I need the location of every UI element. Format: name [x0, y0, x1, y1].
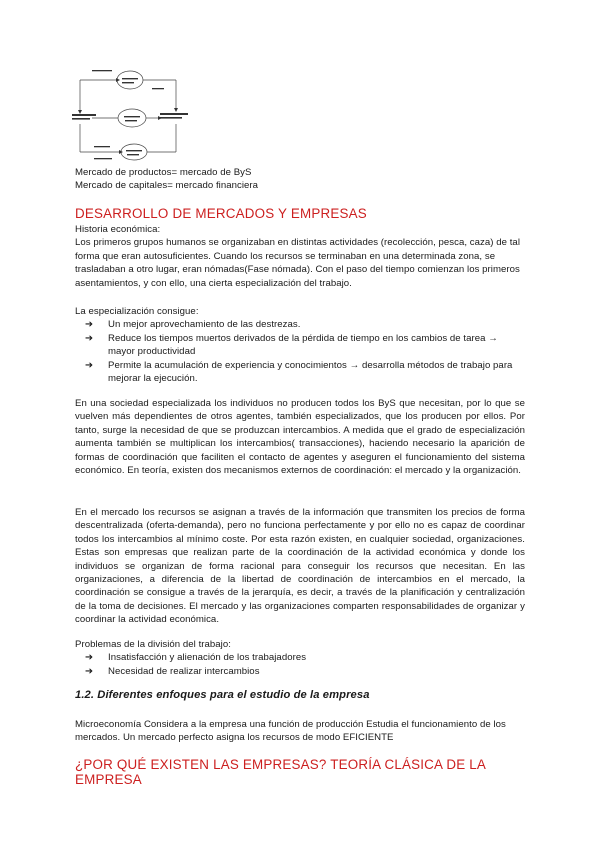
paragraph-sociedad: En una sociedad especializada los individuos no producen todos los ByS que necesitan, por lo que se vuelven más dependientes de otros agentes, también especializados, que los producen por ellos. Por tanto, surge la necesidad de que se produzcan intercambios. A medida que el grado de especialización aumenta también se multiplican los intercambios( transacciones), haciendo necesario la aparición de formas de coordinación que faciliten el contacto de agentes y aseguren el funcionamiento del sistema económico. En teoría, existen dos mecanismos externos de coordinación: el mercado y la organización. [75, 398, 525, 477]
especializacion-label: La especialización consigue: [75, 306, 199, 317]
especializacion-block [75, 305, 525, 385]
historia-block [75, 223, 525, 290]
arrow-right-icon: ➔ [85, 665, 94, 677]
section-title-porque: ¿POR QUÉ EXISTEN LAS EMPRESAS? TEORÍA CLÁSICA DE LA EMPRESA [75, 757, 486, 787]
problemas-block [75, 638, 525, 678]
enfoques-text: Microeconomía Considera a la empresa una función de producción Estudia el funcionamiento de los mercados. Un mercado perfecto asigna los recursos de modo EFICIENTE [75, 719, 506, 744]
arrow-right-icon: ➔ [85, 652, 94, 664]
arrow-right-icon: ➔ [85, 332, 94, 344]
circular-flow-diagram [72, 68, 212, 163]
list-item [75, 332, 525, 359]
markets-line-products: Mercado de productos= mercado de ByS [75, 167, 252, 178]
section-title-desarrollo: DESARROLLO DE MERCADOS Y EMPRESAS [75, 206, 367, 221]
list-item [75, 651, 525, 664]
problemas-label: Problemas de la división del trabajo: [75, 639, 231, 650]
historia-text: Los primeros grupos humanos se organizaban en distintas actividades (recolección, pesca, caza) de tal forma que eran autosuficientes. Cuando los recursos se terminaban en una determinada zona, se trasladaban a otro lugar, eran nómadas(Fase nómada). Con el paso del tiempo comienzan los primeros asentamientos, y con ello, una cierta especialización del trabajo. [75, 237, 521, 289]
list-item-text: Necesidad de realizar intercambios [108, 665, 260, 677]
list-item-text: Un mejor aprovechamiento de las destrezas. [108, 319, 301, 331]
arrow-right-icon: ➔ [85, 319, 94, 331]
problemas-list [75, 651, 525, 678]
list-item [75, 318, 525, 331]
list-item [75, 665, 525, 678]
markets-line-capital: Mercado de capitales= mercado financiera [75, 180, 259, 192]
historia-label: Historia económica: [75, 224, 161, 235]
list-item [75, 359, 525, 386]
especializacion-list [75, 318, 525, 385]
list-item-text: Permite la acumulación de experiencia y conocimientos → desarrolla métodos de trabajo para mejorar la ejecución. [108, 359, 513, 385]
list-item-text: Reduce los tiempos muertos derivados de la pérdida de tiempo en los cambios de tarea → mayor productividad [108, 332, 498, 358]
arrow-right-icon: ➔ [85, 359, 94, 371]
list-item-text: Insatisfacción y alienación de los trabajadores [108, 652, 307, 664]
paragraph-mercado: En el mercado los recursos se asignan a través de la información que transmiten los precios de forma descentralizada (oferta-demanda), pero no funciona perfectamente y por ello no es capaz de coordinar todos los intercambios al mínimo coste. Por esta razón existen, en cualquier sociedad, organizaciones. Estas son empresas que realizan parte de la coordinación de la actividad económica y donde los individuos se organizan de forma racional para conseguir los recursos que necesitan. En las organizaciones, a diferencia de la libertad de coordinación de intercambios en el mercado, la coordinación se consigue a través de la jerarquía, es decir, a través de la planificación y centralización de la toma de decisiones. El mercado y las organizaciones comparten responsabilidades de organizar y coordinar la actividad económica. [75, 507, 525, 626]
section-title-enfoques: 1.2. Diferentes enfoques para el estudio de la empresa [75, 689, 370, 701]
markets-definitions [75, 166, 525, 193]
